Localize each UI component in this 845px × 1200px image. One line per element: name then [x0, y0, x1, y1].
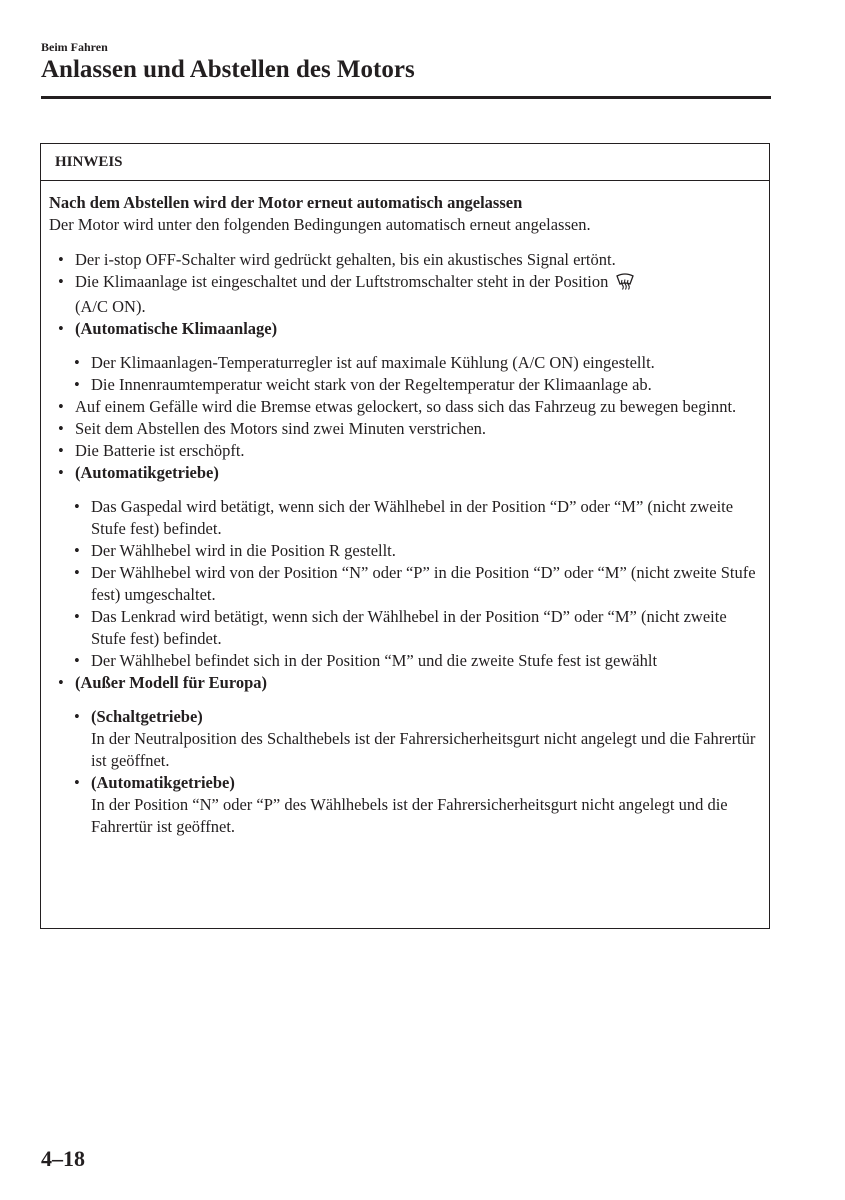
bullet: •	[74, 563, 80, 582]
note-heading: HINWEIS	[41, 144, 769, 181]
list-item	[49, 318, 761, 340]
item-text: Der Wählhebel befindet sich in der Position “M” und die zweite Stufe fest ist gewählt	[91, 651, 658, 670]
bullet: •	[58, 673, 64, 692]
group-heading: (Automatische Klimaanlage)	[75, 319, 278, 338]
bullet: •	[74, 541, 80, 560]
page-number: 4–18	[41, 1146, 85, 1171]
note-subheading: Nach dem Abstellen wird der Motor erneut automatisch angelassen	[49, 193, 523, 212]
sub-condition-list	[49, 706, 761, 838]
bullet: •	[74, 773, 80, 792]
list-item	[49, 249, 761, 271]
bullet: •	[58, 441, 64, 460]
list-item	[49, 271, 761, 318]
item-text: Das Lenkrad wird betätigt, wenn sich der Wählhebel in der Position “D” oder “M” (nicht zweite Stufe fest) befindet.	[91, 607, 727, 648]
item-text: In der Neutralposition des Schalthebels ist der Fahrersicherheitsgurt nicht angelegt und die Fahrertür ist geöffnet.	[91, 729, 756, 770]
bullet: •	[58, 319, 64, 338]
page-title: Anlassen und Abstellen des Motors	[41, 56, 415, 83]
list-item	[49, 706, 761, 772]
group-heading: (Automatikgetriebe)	[75, 463, 219, 482]
list-item	[49, 496, 761, 540]
list-item	[49, 606, 761, 650]
item-text: Auf einem Gefälle wird die Bremse etwas gelockert, so dass sich das Fahrzeug zu bewegen beginnt.	[75, 397, 737, 416]
sub-condition-list	[49, 496, 761, 672]
note-body	[41, 181, 769, 838]
bullet: •	[58, 272, 64, 291]
section-label: Beim Fahren	[41, 40, 108, 54]
list-item	[49, 440, 761, 462]
sub-condition-list	[49, 352, 761, 396]
item-text: Der Wählhebel wird in die Position R gestellt.	[91, 541, 396, 560]
list-item	[49, 396, 761, 418]
list-item	[49, 352, 761, 374]
condition-list	[49, 672, 761, 694]
bullet: •	[74, 353, 80, 372]
list-item	[49, 374, 761, 396]
note-box	[40, 143, 770, 929]
item-text: Das Gaspedal wird betätigt, wenn sich der Wählhebel in der Position “D” oder “M” (nicht zweite Stufe fest) befindet.	[91, 497, 734, 538]
bullet: •	[58, 463, 64, 482]
group-heading: (Schaltgetriebe)	[91, 707, 203, 726]
item-text: Der i-stop OFF-Schalter wird gedrückt gehalten, bis ein akustisches Signal ertönt.	[75, 250, 616, 269]
list-item	[49, 540, 761, 562]
bullet: •	[74, 651, 80, 670]
list-item	[49, 462, 761, 484]
bullet: •	[74, 707, 80, 726]
item-text: Die Batterie ist erschöpft.	[75, 441, 245, 460]
bullet: •	[58, 397, 64, 416]
bullet: •	[58, 250, 64, 269]
item-text: Die Klimaanlage ist eingeschaltet und der Luftstromschalter steht in der Position	[75, 272, 609, 291]
bullet: •	[74, 497, 80, 516]
bullet: •	[58, 419, 64, 438]
item-text: Die Innenraumtemperatur weicht stark von der Regeltemperatur der Klimaanlage ab.	[91, 375, 652, 394]
title-rule	[41, 96, 771, 99]
windshield-defroster-icon	[615, 273, 635, 296]
list-item	[49, 650, 761, 672]
item-text: Der Wählhebel wird von der Position “N” oder “P” in die Position “D” oder “M” (nicht zweite Stufe fest) umgeschaltet.	[91, 563, 756, 604]
condition-list	[49, 249, 761, 340]
bullet: •	[74, 607, 80, 626]
note-intro: Der Motor wird unter den folgenden Bedingungen automatisch erneut angelassen.	[49, 215, 591, 234]
bullet: •	[74, 375, 80, 394]
group-heading: (Außer Modell für Europa)	[75, 673, 268, 692]
list-item	[49, 562, 761, 606]
item-text-continued: (A/C ON).	[75, 297, 146, 316]
item-text: Der Klimaanlagen-Temperaturregler ist auf maximale Kühlung (A/C ON) eingestellt.	[91, 353, 655, 372]
group-heading: (Automatikgetriebe)	[91, 773, 235, 792]
list-item	[49, 418, 761, 440]
item-text: In der Position “N” oder “P” des Wählhebels ist der Fahrersicherheitsgurt nicht angelegt und die Fahrertür ist geöffnet.	[91, 795, 728, 836]
item-text: Seit dem Abstellen des Motors sind zwei Minuten verstrichen.	[75, 419, 487, 438]
list-item	[49, 772, 761, 838]
condition-list	[49, 396, 761, 484]
list-item	[49, 672, 761, 694]
